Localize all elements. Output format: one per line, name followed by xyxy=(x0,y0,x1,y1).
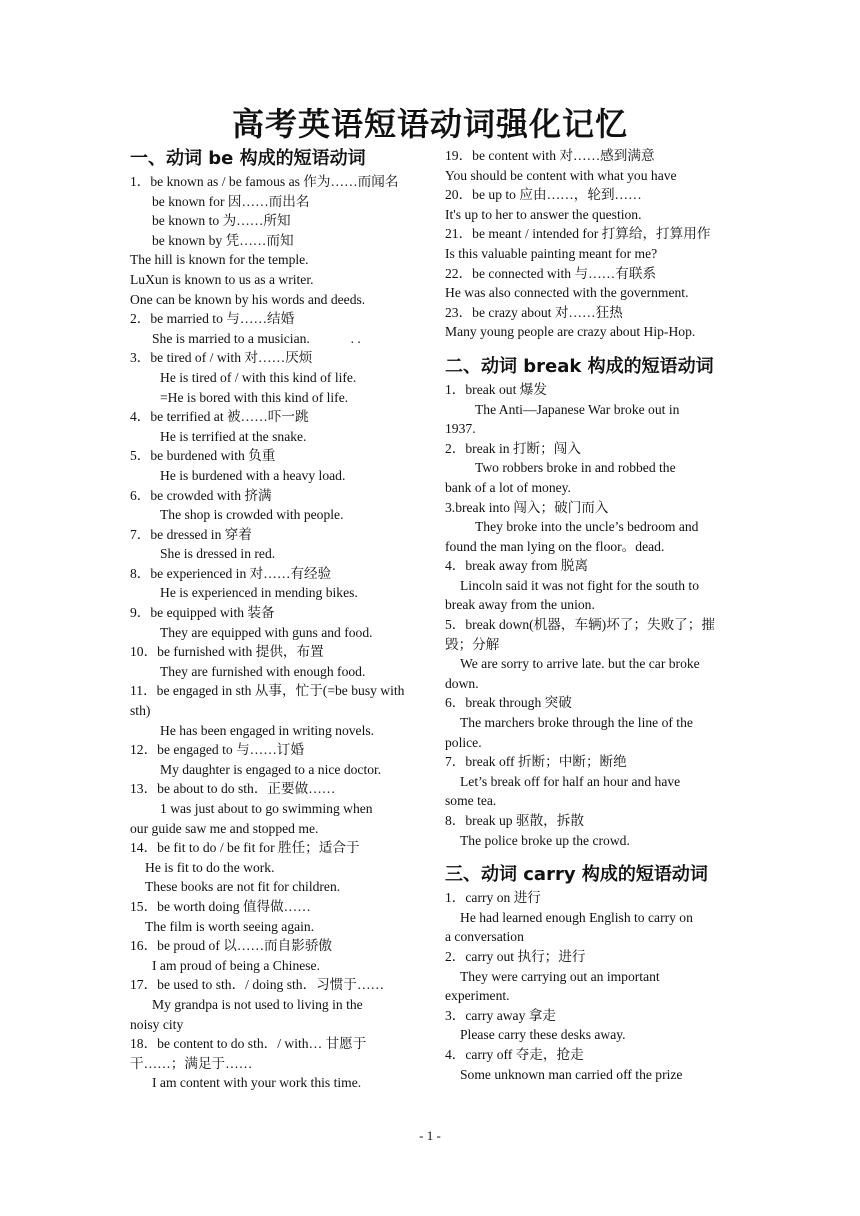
text-line: I am proud of being a Chinese. xyxy=(152,957,320,973)
text-line: 1．break out 爆发 xyxy=(445,381,547,397)
text-line: They were carrying out an important xyxy=(460,968,660,984)
text-line: 13．be about to do sth．正要做…… xyxy=(130,781,336,797)
text-line: 1．be known as / be famous as 作为……而闻名 xyxy=(130,174,399,189)
text-line: She is married to a musician. . . xyxy=(152,330,361,346)
text-line: He was also connected with the government. xyxy=(445,285,689,301)
text-line: You should be content with what you have xyxy=(445,167,677,183)
section-heading: 二、动词 break 构成的短语动词 xyxy=(445,355,714,377)
text-line: 20．be up to 应由……，轮到…… xyxy=(445,187,642,203)
text-line: He is fit to do the work. xyxy=(145,859,275,875)
text-line: Many young people are crazy about Hip-Hop. xyxy=(445,324,696,340)
text-line: 4．break away from 脱离 xyxy=(445,558,589,574)
text-line: We are sorry to arrive late. but the car broke xyxy=(460,656,700,672)
text-line: 23．be crazy about 对……狂热 xyxy=(445,304,623,320)
text-line: 18．be content to do sth．/ with… 甘愿于干……；满足于…… xyxy=(130,1036,367,1071)
text-line: noisy city xyxy=(130,1016,184,1032)
text-line: 1937. xyxy=(445,421,476,437)
text-line: 3．be tired of / with 对……厌烦 xyxy=(130,350,313,366)
text-line: 22．be connected with 与……有联系 xyxy=(445,265,657,281)
text-line: 12．be engaged to 与……订婚 xyxy=(130,742,305,758)
text-line: 5．be burdened with 负重 xyxy=(130,448,276,464)
section-gap xyxy=(445,342,735,354)
text-line: some tea. xyxy=(445,793,497,809)
section-heading: 三、动词 carry 构成的短语动词 xyxy=(445,864,708,886)
text-line: I am content with your work this time. xyxy=(152,1075,362,1091)
text-line: Let’s break off for half an hour and have xyxy=(460,773,681,789)
text-line: The hill is known for the temple. xyxy=(130,252,309,268)
text-line: LuXun is known to us as a writer. xyxy=(130,271,314,287)
text-line: My grandpa is not used to living in the xyxy=(152,996,363,1012)
right-column xyxy=(445,146,735,1084)
text-line: He is terrified at the snake. xyxy=(160,428,307,444)
text-line: Lincoln said it was not fight for the south to xyxy=(460,577,699,593)
text-line: 6．be crowded with 挤满 xyxy=(130,487,272,503)
text-line: He is experienced in mending bikes. xyxy=(160,585,358,601)
text-line: 1 was just about to go swimming when xyxy=(160,801,373,816)
text-line: 21．be meant / intended for 打算给，打算用作 xyxy=(445,226,711,242)
text-line: Is this valuable painting meant for me? xyxy=(445,245,658,261)
text-line: 9．be equipped with 装备 xyxy=(130,605,275,621)
text-line: The Anti—Japanese War broke out in xyxy=(475,401,680,417)
text-line: be known for 因……而出名 xyxy=(152,193,310,209)
text-line: 19．be content with 对……感到满意 xyxy=(445,148,655,163)
section-gap xyxy=(445,850,735,862)
text-line: Two robbers broke in and robbed the xyxy=(475,460,676,476)
text-line: break away from the union. xyxy=(445,597,595,613)
text-line: She is dressed in red. xyxy=(160,546,276,562)
text-line: down. xyxy=(445,675,479,691)
text-line: He is tired of / with this kind of life. xyxy=(160,369,357,385)
text-line: bank of a lot of money. xyxy=(445,479,571,495)
text-line: 7．break off 折断；中断；断绝 xyxy=(445,754,627,770)
text-line: be known to 为……所知 xyxy=(152,213,291,229)
text-line: police. xyxy=(445,734,482,750)
page-number: - 1 - xyxy=(419,1128,441,1143)
text-line: experiment. xyxy=(445,988,510,1004)
text-line: 17．be used to sth．/ doing sth．习惯于…… xyxy=(130,977,385,993)
text-line: They are equipped with guns and food. xyxy=(160,624,373,640)
text-line: 15．be worth doing 值得做…… xyxy=(130,898,311,914)
document-title: 高考英语短语动词强化记忆 xyxy=(231,105,628,143)
left-column xyxy=(130,146,418,1093)
text-line: 8．be experienced in 对……有经验 xyxy=(130,565,332,581)
text-line: The marchers broke through the line of the xyxy=(460,715,693,731)
text-line: The film is worth seeing again. xyxy=(145,918,315,934)
text-line: 5．break down(机器，车辆)坏了；失败了；摧毁；分解 xyxy=(445,617,715,652)
text-line: 1．carry on 进行 xyxy=(445,890,541,906)
text-line: It's up to her to answer the question. xyxy=(445,206,642,222)
text-line: 6．break through 突破 xyxy=(445,695,572,711)
text-line: 2．carry out 执行；进行 xyxy=(445,948,586,964)
text-line: 8．break up 驱散，拆散 xyxy=(445,813,584,828)
text-line: 3．carry away 拿走 xyxy=(445,1007,556,1023)
text-line: be known by 凭……而知 xyxy=(152,232,294,248)
text-line: 16．be proud of 以……而自影骄傲 xyxy=(130,938,333,954)
text-line: 3.break into 闯入；破门而入 xyxy=(445,499,609,515)
text-line: 2．be married to 与……结婚 xyxy=(130,311,295,327)
text-line: Some unknown man carried off the prize xyxy=(460,1066,683,1082)
text-line: My daughter is engaged to a nice doctor. xyxy=(160,761,382,777)
text-line: He has been engaged in writing novels. xyxy=(160,722,375,738)
text-line: One can be known by his words and deeds. xyxy=(130,291,366,307)
text-line: 2．break in 打断；闯入 xyxy=(445,440,581,456)
text-line: found the man lying on the floor。dead. xyxy=(445,538,665,554)
text-line: 11．be engaged in sth 从事，忙于(=be busy with sth) xyxy=(130,683,405,719)
section-heading: 一、动词 be 构成的短语动词 xyxy=(130,148,366,169)
text-line: The shop is crowded with people. xyxy=(160,507,344,523)
text-line: Please carry these desks away. xyxy=(460,1027,626,1043)
text-line: 4．carry off 夺走，抢走 xyxy=(445,1046,584,1062)
text-line: 4．be terrified at 被……吓一跳 xyxy=(130,409,309,425)
text-line: They broke into the uncle’s bedroom and xyxy=(475,519,699,535)
text-line: The police broke up the crowd. xyxy=(460,832,630,848)
text-line: our guide saw me and stopped me. xyxy=(130,820,319,836)
text-line: a conversation xyxy=(445,929,524,945)
text-line: These books are not fit for children. xyxy=(145,879,341,895)
text-line: They are furnished with enough food. xyxy=(160,663,366,679)
text-line: 10．be furnished with 提供，布置 xyxy=(130,644,324,660)
text-line: 7．be dressed in 穿着 xyxy=(130,526,252,542)
text-line: He is burdened with a heavy load. xyxy=(160,467,346,483)
text-line: 14．be fit to do / be fit for 胜任；适合于 xyxy=(130,840,360,856)
text-line: =He is bored with this kind of life. xyxy=(160,389,349,405)
text-line: He had learned enough English to carry on xyxy=(460,909,693,925)
